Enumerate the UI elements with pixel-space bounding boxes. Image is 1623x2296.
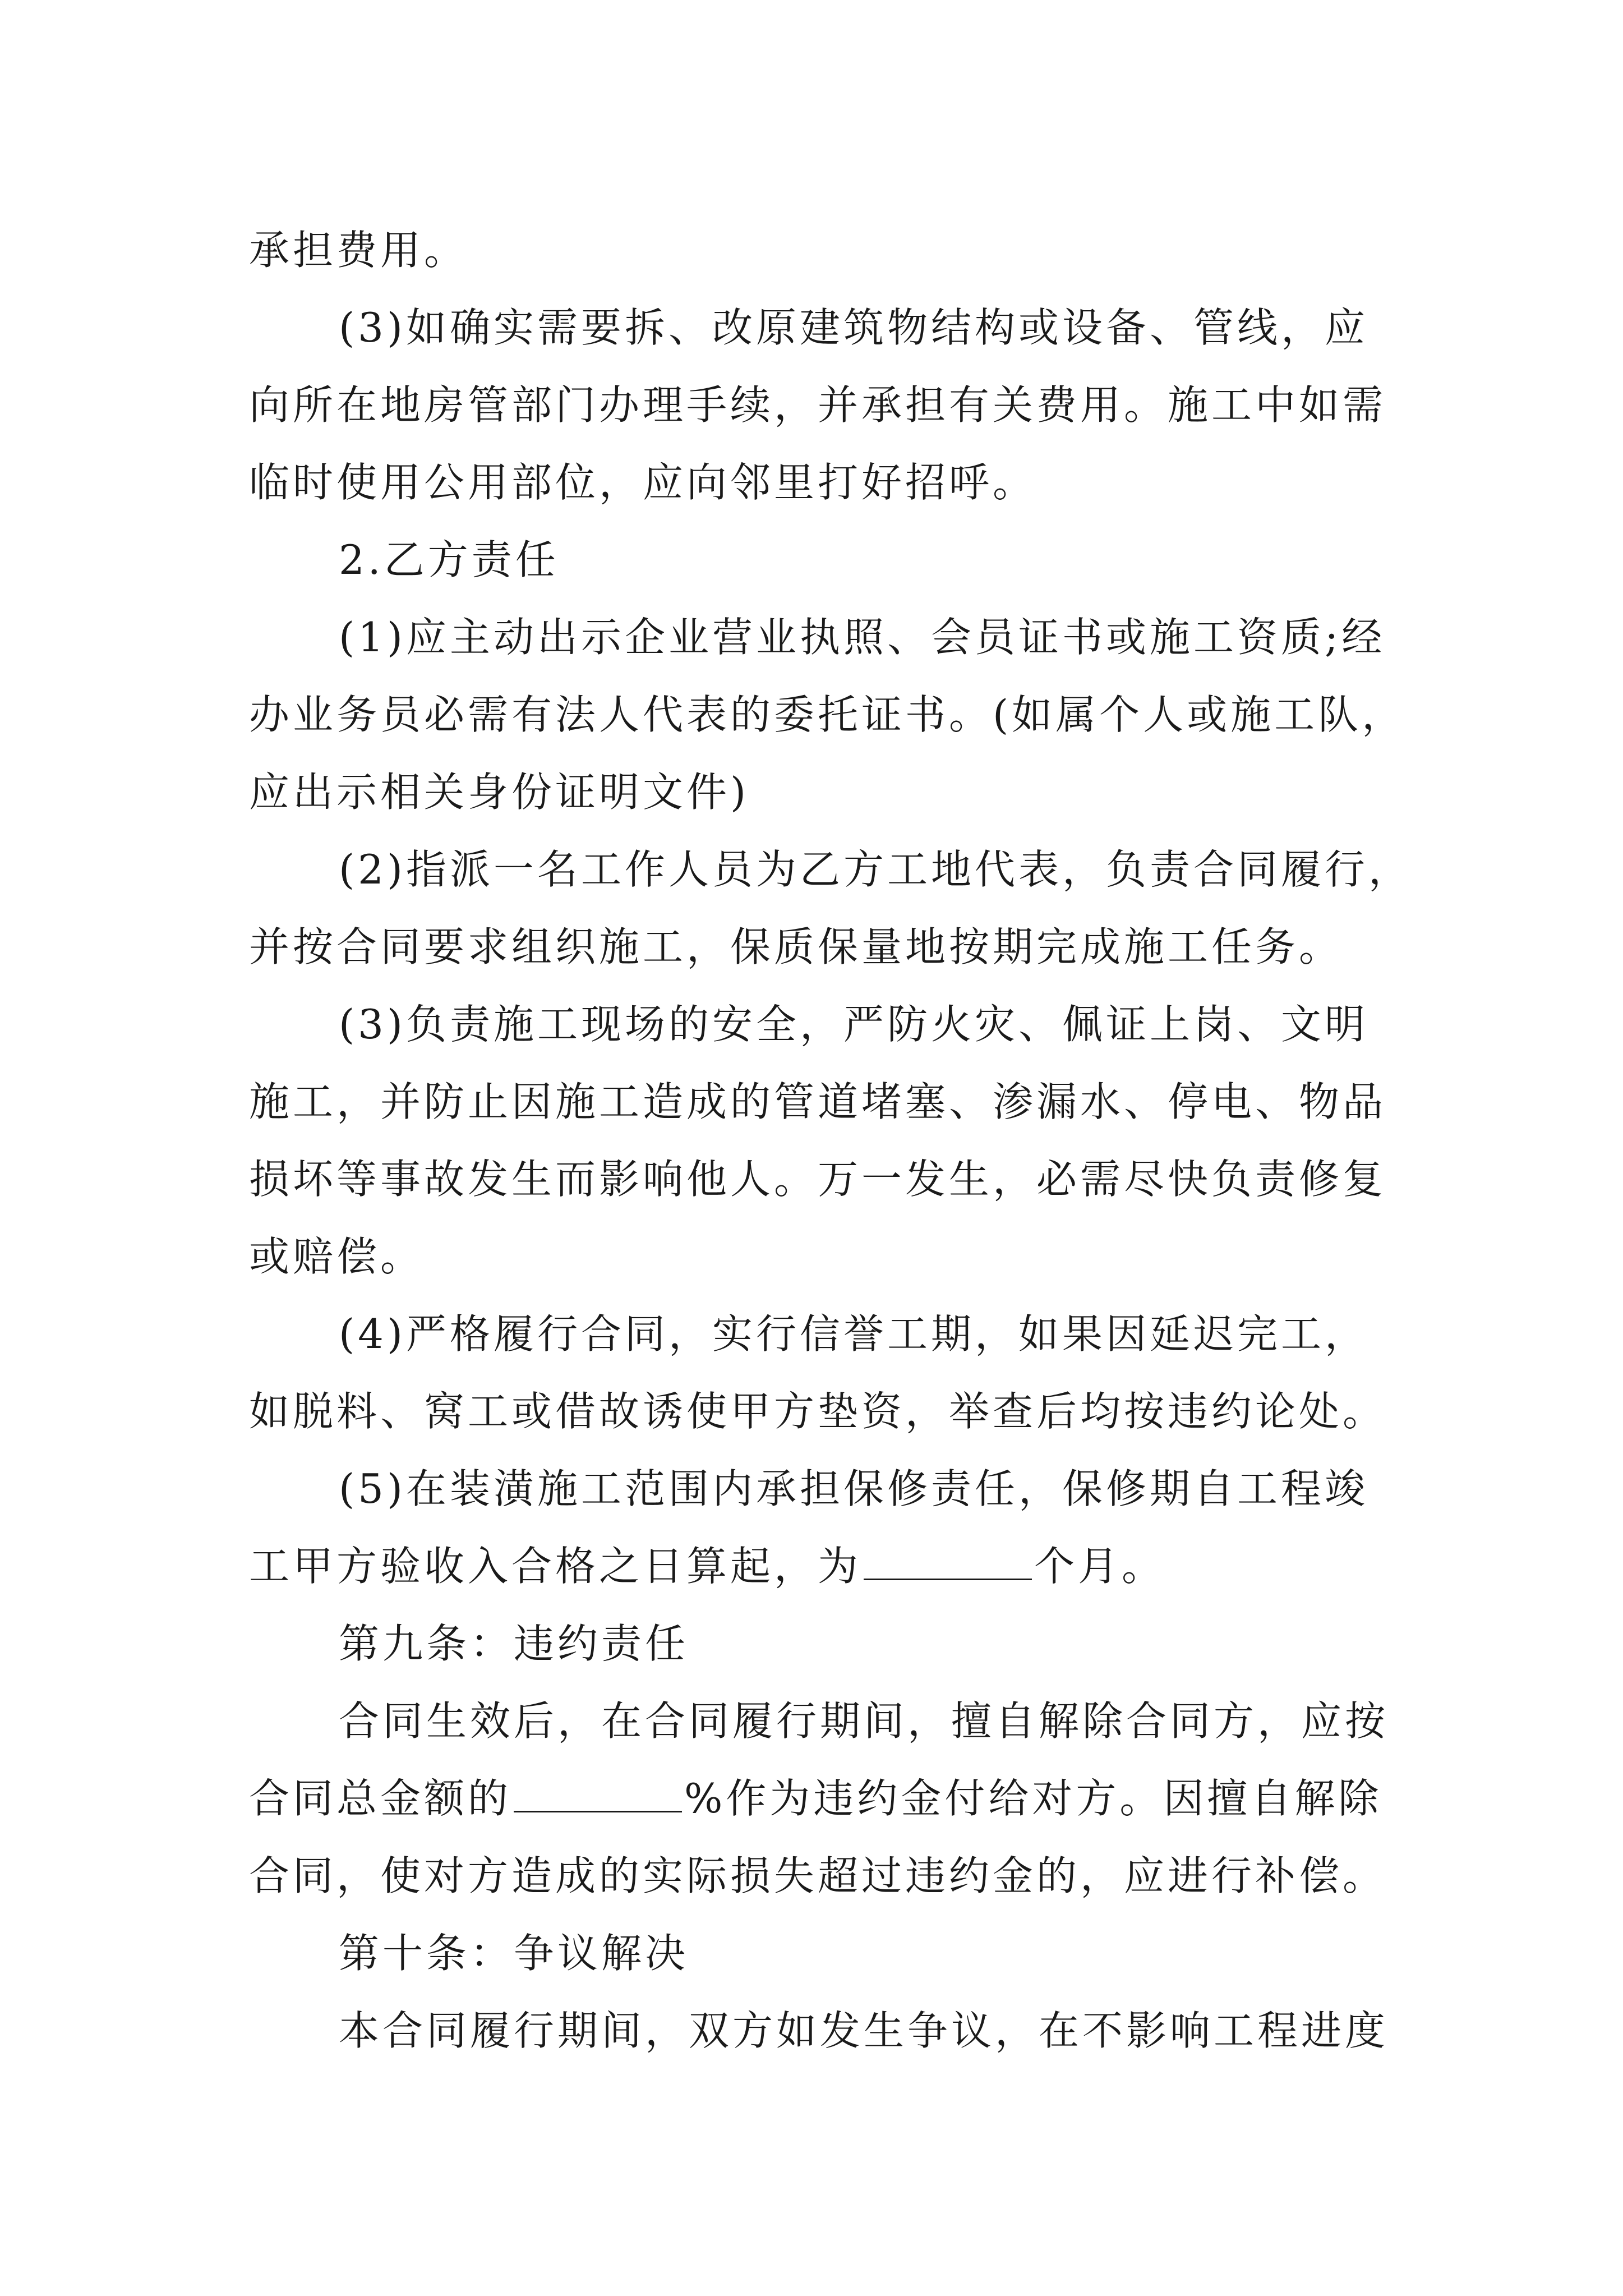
text-line: (4)严格履行合同，实行信誉工期，如果因延迟完工， <box>339 1310 1368 1358</box>
text-line: 合同，使对方造成的实际损失超过违约金的，应进行补偿。 <box>249 1852 1387 1899</box>
text-line: 办业务员必需有法人代表的委托证书。(如属个人或施工队， <box>249 691 1406 738</box>
section-heading: 2.乙方责任 <box>339 536 559 583</box>
text-line: (1)应主动出示企业营业执照、会员证书或施工资质;经 <box>339 614 1386 661</box>
text-line: 应出示相关身份证明文件) <box>249 769 750 816</box>
text-segment: 工甲方验收入合格之日算起，为 <box>249 1543 862 1590</box>
text-line: 施工，并防止因施工造成的管道堵塞、渗漏水、停电、物品 <box>249 1078 1387 1125</box>
text-line: 或赔偿。 <box>249 1233 425 1280</box>
text-line: 承担费用。 <box>249 227 468 274</box>
text-segment: 个月。 <box>1034 1543 1166 1590</box>
text-line: 合同生效后，在合同履行期间，擅自解除合同方，应按 <box>339 1697 1389 1745</box>
text-line: 损坏等事故发生而影响他人。万一发生，必需尽快负责修复 <box>249 1156 1387 1203</box>
text-segment: 合同总金额的 <box>249 1775 512 1822</box>
section-heading: 第十条：争议解决 <box>339 1930 689 1977</box>
fill-in-blank <box>514 1779 682 1812</box>
text-line: 并按合同要求组织施工，保质保量地按期完成施工任务。 <box>249 923 1343 970</box>
text-line: 本合同履行期间，双方如发生争议，在不影响工程进度 <box>339 2007 1389 2054</box>
text-line-with-blank <box>249 1775 1382 1822</box>
section-heading: 第九条：违约责任 <box>339 1620 689 1667</box>
text-line-with-blank <box>249 1543 1166 1590</box>
text-line: (2)指派一名工作人员为乙方工地代表，负责合同履行， <box>339 846 1412 893</box>
text-line: 向所在地房管部门办理手续，并承担有关费用。施工中如需 <box>249 381 1387 429</box>
text-line: 临时使用公用部位，应向邻里打好招呼。 <box>249 459 1037 506</box>
text-segment: %作为违约金付给对方。因擅自解除 <box>684 1775 1382 1822</box>
text-line: (5)在装潢施工范围内承担保修责任，保修期自工程竣 <box>339 1465 1368 1512</box>
text-line: (3)如确实需要拆、改原建筑物结构或设备、管线，应 <box>339 304 1368 351</box>
text-line: (3)负责施工现场的安全，严防火灾、佩证上岗、文明 <box>339 1001 1368 1048</box>
text-line: 如脱料、窝工或借故诱使甲方垫资，举查后均按违约论处。 <box>249 1388 1387 1435</box>
fill-in-blank <box>864 1547 1032 1580</box>
